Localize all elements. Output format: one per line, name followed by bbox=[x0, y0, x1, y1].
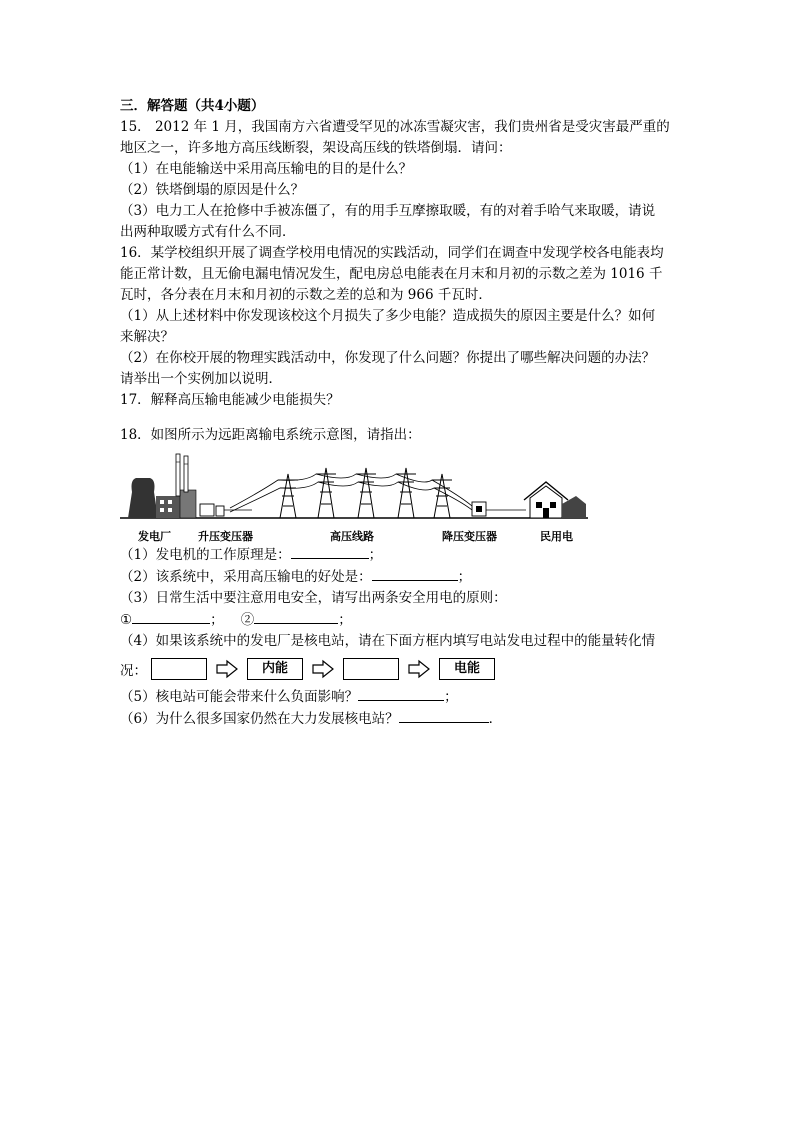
q18-part6: （6）为什么很多国家仍然在大力发展核电站？ ． bbox=[120, 708, 680, 730]
q18-part3-answers: ① ； ② ； bbox=[120, 609, 680, 631]
question-17: 17．解释高压输电能减少电能损失？ bbox=[120, 392, 340, 408]
q15-part2: （2）铁塔倒塌的原因是什么？ bbox=[120, 182, 305, 198]
q15-part1: （1）在电能输送中采用高压输电的目的是什么？ bbox=[120, 161, 413, 177]
arrow-right-icon bbox=[407, 659, 431, 679]
q16-part2-line1: （2）在你校开展的物理实践活动中，你发现了什么问题？你提出了哪些解决问题的办法？ bbox=[120, 350, 656, 366]
q18-part1: （1）发电机的工作原理是： ； bbox=[120, 544, 680, 566]
q16-part2-line2: 请举出一个实例加以说明． bbox=[120, 371, 282, 387]
label-high-voltage-line: 高压线路 bbox=[330, 530, 374, 543]
arrow-right-icon bbox=[311, 659, 335, 679]
answer-blank-5[interactable] bbox=[358, 686, 444, 701]
answer-blank-6[interactable] bbox=[399, 708, 489, 723]
arrow-right-icon bbox=[215, 659, 239, 679]
flow-box-empty-3[interactable] bbox=[343, 658, 399, 680]
energy-conversion-flow: 况： 内能 电能 bbox=[120, 652, 680, 686]
q15-line2: 地区之一，许多地方高压线断裂，架设高压线的铁塔倒塌．请问： bbox=[120, 140, 512, 156]
q16-part1-line1: （1）从上述材料中你发现该校这个月损失了多少电能？造成损失的原因主要是什么？如何 bbox=[120, 308, 656, 324]
q15-line1: 15． 2012 年 1 月，我国南方六省遭受罕见的冰冻雪凝灾害，我们贵州省是受灾害最严重的 bbox=[120, 119, 670, 135]
flow-box-electric-energy: 电能 bbox=[439, 658, 495, 680]
flow-box-internal-energy: 内能 bbox=[247, 658, 303, 680]
transmission-illustration bbox=[120, 452, 590, 528]
answer-blank-3a[interactable] bbox=[132, 609, 210, 624]
answer-blank-2[interactable] bbox=[372, 566, 458, 581]
q18-part3: （3）日常生活中要注意用电安全，请写出两条安全用电的原则： bbox=[120, 590, 507, 606]
flow-box-empty-1[interactable] bbox=[151, 658, 207, 680]
section-title: 三．解答题（共4小题） bbox=[120, 98, 265, 114]
answer-blank-3b[interactable] bbox=[254, 609, 338, 624]
label-residential: 民用电 bbox=[540, 530, 573, 543]
label-step-down-transformer: 降压变压器 bbox=[442, 530, 497, 543]
question-16 bbox=[120, 243, 680, 390]
transmission-diagram bbox=[120, 452, 590, 542]
q16-part1-line2: 来解决？ bbox=[120, 329, 174, 345]
q18-part5: （5）核电站可能会带来什么负面影响？ ； bbox=[120, 686, 680, 708]
question-18 bbox=[120, 425, 680, 730]
question-15 bbox=[120, 117, 680, 243]
worksheet bbox=[120, 96, 680, 730]
q16-line3: 瓦时，各分表在月末和月初的示数之差的总和为 966 千瓦时． bbox=[120, 287, 492, 303]
answer-blank-1[interactable] bbox=[291, 544, 369, 559]
q15-part3-line1: （3）电力工人在抢修中手被冻僵了，有的用手互摩擦取暖，有的对着手哈气来取暖，请说 bbox=[120, 203, 656, 219]
q18-part4-line1: （4）如果该系统中的发电厂是核电站，请在下面方框内填写电站发电过程中的能量转化情 bbox=[120, 633, 656, 649]
q18-intro: 18．如图所示为远距离输电系统示意图，请指出： bbox=[120, 427, 421, 443]
q15-part3-line2: 出两种取暖方式有什么不同． bbox=[120, 224, 296, 240]
q16-line2: 能正常计数，且无偷电漏电情况发生，配电房总电能表在月末和月初的示数之差为 1016 千 bbox=[120, 266, 663, 282]
q18-part2: （2）该系统中，采用高压输电的好处是： ； bbox=[120, 566, 680, 588]
label-power-plant: 发电厂 bbox=[138, 530, 171, 543]
q16-line1: 16．某学校组织开展了调查学校用电情况的实践活动，同学们在调查中发现学校各电能表均 bbox=[120, 245, 664, 261]
label-step-up-transformer: 升压变压器 bbox=[198, 530, 253, 543]
